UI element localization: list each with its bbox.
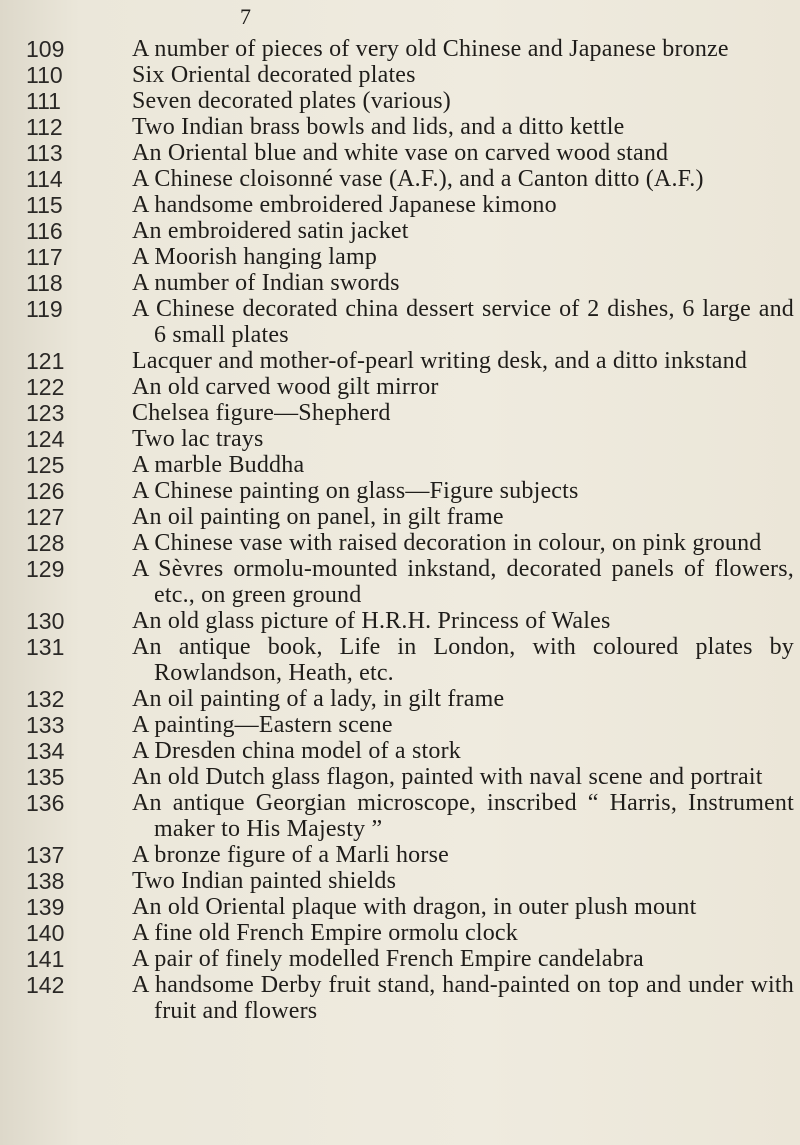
- page-number: 7: [240, 4, 251, 29]
- lot-item: [0, 634, 800, 686]
- lot-item: [0, 712, 800, 738]
- lot-description: A Chinese painting on glass—Figure subjects: [132, 478, 579, 504]
- lot-number: 127: [26, 504, 65, 530]
- lot-item: [0, 842, 800, 868]
- lot-item: [0, 894, 800, 920]
- lot-description: A Dresden china model of a stork: [132, 738, 461, 764]
- lot-number: 128: [26, 530, 65, 556]
- lot-description: Two Indian brass bowls and lids, and a ditto kettle: [132, 114, 625, 140]
- lot-item: [0, 738, 800, 764]
- lot-item: [0, 348, 800, 374]
- lot-description: An Oriental blue and white vase on carved wood stand: [132, 140, 669, 166]
- lot-item: [0, 764, 800, 790]
- lot-description: An oil painting on panel, in gilt frame: [132, 504, 504, 530]
- lot-description: A handsome embroidered Japanese kimono: [132, 192, 557, 218]
- lot-item: [0, 972, 800, 1024]
- lot-item: [0, 608, 800, 634]
- lot-description: Two Indian painted shields: [132, 868, 397, 894]
- lot-item: [0, 920, 800, 946]
- lot-item: [0, 62, 800, 88]
- lot-description: A painting—Eastern scene: [132, 712, 393, 738]
- lot-description: A handsome Derby fruit stand, hand-painted on top and under with fruit and flowers: [132, 972, 794, 1024]
- lot-description: A fine old French Empire ormolu clock: [132, 920, 518, 946]
- lot-description: An embroidered satin jacket: [132, 218, 409, 244]
- lot-number: 139: [26, 894, 65, 920]
- lot-item: [0, 244, 800, 270]
- lot-description: An oil painting of a lady, in gilt frame: [132, 686, 505, 712]
- lot-description: An antique Georgian microscope, inscribed “ Harris, Instrument maker to His Majesty ”: [132, 790, 794, 842]
- lot-description: An old Oriental plaque with dragon, in outer plush mount: [132, 894, 697, 920]
- lot-item: [0, 218, 800, 244]
- lot-item: [0, 426, 800, 452]
- lot-item: [0, 296, 800, 348]
- lot-number: 109: [26, 36, 65, 62]
- lot-description: An old Dutch glass flagon, painted with naval scene and portrait: [132, 764, 763, 790]
- lot-description: Two lac trays: [132, 426, 264, 452]
- lot-item: [0, 114, 800, 140]
- lot-number: 135: [26, 764, 65, 790]
- lot-number: 141: [26, 946, 65, 972]
- lot-number: 140: [26, 920, 65, 946]
- lot-number: 114: [26, 166, 63, 192]
- lot-number: 117: [26, 244, 63, 270]
- lot-number: 131: [26, 634, 65, 660]
- lot-description: A pair of finely modelled French Empire candelabra: [132, 946, 644, 972]
- lot-number: 132: [26, 686, 65, 712]
- lot-description: A number of pieces of very old Chinese and Japanese bronze: [132, 36, 729, 62]
- lot-number: 133: [26, 712, 65, 738]
- lot-number: 122: [26, 374, 65, 400]
- lot-item: [0, 556, 800, 608]
- lot-description: Six Oriental decorated plates: [132, 62, 416, 88]
- lot-item: [0, 790, 800, 842]
- lot-number: 136: [26, 790, 65, 816]
- lot-number: 116: [26, 218, 63, 244]
- lot-description: Seven decorated plates (various): [132, 88, 451, 114]
- lot-description: A Chinese decorated china dessert service of 2 dishes, 6 large and 6 small plates: [132, 296, 794, 348]
- lot-item: [0, 478, 800, 504]
- lot-item: [0, 192, 800, 218]
- lot-number: 115: [26, 192, 63, 218]
- lot-list: [0, 36, 800, 1024]
- lot-description: Lacquer and mother-of-pearl writing desk, and a ditto inkstand: [132, 348, 748, 374]
- lot-number: 129: [26, 556, 65, 582]
- lot-item: [0, 452, 800, 478]
- lot-number: 130: [26, 608, 65, 634]
- lot-description: A Sèvres ormolu-mounted inkstand, decorated panels of flowers, etc., on green ground: [132, 556, 794, 608]
- lot-number: 110: [26, 62, 63, 88]
- lot-item: [0, 504, 800, 530]
- lot-item: [0, 166, 800, 192]
- lot-description: A bronze figure of a Marli horse: [132, 842, 449, 868]
- lot-item: [0, 868, 800, 894]
- lot-number: 112: [26, 114, 63, 140]
- lot-description: An antique book, Life in London, with coloured plates by Rowlandson, Heath, etc.: [132, 634, 794, 686]
- lot-description: A Moorish hanging lamp: [132, 244, 378, 270]
- lot-description: A number of Indian swords: [132, 270, 400, 296]
- lot-item: [0, 270, 800, 296]
- lot-item: [0, 374, 800, 400]
- lot-description: A Chinese cloisonné vase (A.F.), and a Canton ditto (A.F.): [132, 166, 704, 192]
- lot-item: [0, 686, 800, 712]
- lot-number: 124: [26, 426, 65, 452]
- lot-item: [0, 400, 800, 426]
- lot-description: An old carved wood gilt mirror: [132, 374, 439, 400]
- lot-description: A marble Buddha: [132, 452, 305, 478]
- lot-number: 113: [26, 140, 63, 166]
- lot-number: 123: [26, 400, 65, 426]
- lot-item: [0, 36, 800, 62]
- lot-number: 118: [26, 270, 63, 296]
- lot-number: 126: [26, 478, 65, 504]
- lot-number: 119: [26, 296, 63, 322]
- lot-number: 121: [26, 348, 65, 374]
- lot-item: [0, 88, 800, 114]
- lot-description: A Chinese vase with raised decoration in colour, on pink ground: [132, 530, 762, 556]
- lot-description: Chelsea figure—Shepherd: [132, 400, 391, 426]
- lot-number: 111: [26, 88, 61, 114]
- lot-item: [0, 140, 800, 166]
- lot-item: [0, 946, 800, 972]
- lot-item: [0, 530, 800, 556]
- lot-number: 134: [26, 738, 65, 764]
- lot-number: 137: [26, 842, 65, 868]
- lot-description: An old glass picture of H.R.H. Princess of Wales: [132, 608, 611, 634]
- lot-number: 142: [26, 972, 65, 998]
- lot-number: 125: [26, 452, 65, 478]
- lot-number: 138: [26, 868, 65, 894]
